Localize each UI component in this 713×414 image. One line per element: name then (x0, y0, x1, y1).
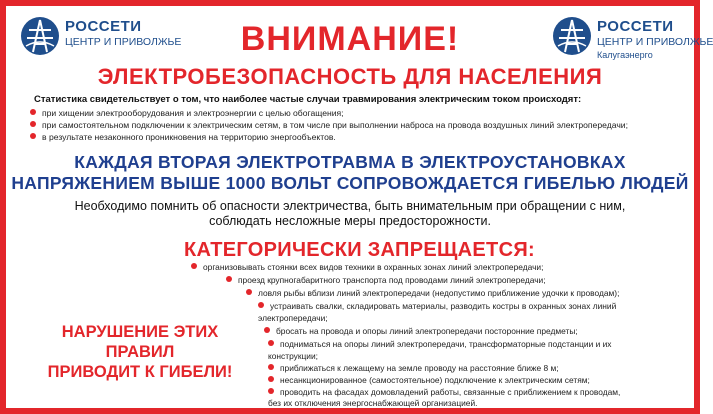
list-item-continuation: без их отключения энергоснабжающей организацией. (268, 398, 478, 408)
list-item: при хищении электрооборудования и электроэнергии с целью обогащения; (30, 107, 680, 119)
warning-line: ПРИВОДИТ К ГИБЕЛИ! (47, 363, 233, 381)
list-item: проводить на фасадах домовладений работы, связанные с приближением к проводам, (268, 387, 620, 398)
logo-name: РОССЕТИ (597, 18, 674, 35)
logo-subtitle: ЦЕНТР И ПРИВОЛЖЬЕ (597, 36, 713, 48)
list-item: несанкционированное (самостоятельное) подключение к электрическим сетям; (268, 375, 590, 386)
list-item: проезд крупногабаритного транспорта под проводами линий электропередачи; (226, 275, 546, 286)
poster-title: ВНИМАНИЕ! (240, 20, 460, 58)
list-item-continuation: электропередачи; (258, 313, 328, 323)
logo-branch: Калугаэнерго (597, 49, 653, 60)
list-item: ловля рыбы вблизи линий электропередачи (недопустимо приближение удочки к проводам); (246, 288, 619, 299)
bullet-icon (268, 364, 274, 370)
list-item-continuation: конструкции; (268, 351, 318, 361)
poster-subtitle: ЭЛЕКТРОБЕЗОПАСНОСТЬ ДЛЯ НАСЕЛЕНИЯ (97, 64, 603, 89)
bullet-icon (258, 302, 264, 308)
remember-line: Необходимо помнить об опасности электричества, быть внимательным при обращении с ним, (74, 199, 626, 213)
list-item: приближаться к лежащему на земле проводу на расстояние ближе 8 м; (268, 363, 559, 374)
list-item: организовывать стоянки всех видов техники в охранных зонах линий электропередачи; (191, 262, 543, 273)
statistics-intro: Статистика свидетельствует о том, что наиболее частые случаи травмирования электрическим током происходят: (34, 94, 582, 105)
warning-line: НАРУШЕНИЕ ЭТИХ ПРАВИЛ (61, 323, 219, 361)
bullet-icon (246, 289, 252, 295)
logo-name: РОССЕТИ (65, 18, 142, 35)
bullet-icon (264, 327, 270, 333)
headline-line: КАЖДАЯ ВТОРАЯ ЭЛЕКТРОТРАВМА В ЭЛЕКТРОУСТАНОВКАХ (74, 152, 626, 172)
bullet-icon (268, 376, 274, 382)
remember-line: соблюдать несложные меры предосторожности. (209, 214, 491, 228)
list-item: подниматься на опоры линий электропередачи, трансформаторные подстанции и их (268, 339, 612, 350)
prohibited-list (6, 6, 694, 408)
list-item: устраивать свалки, складировать материалы, разводить костры в охранных зонах линий (258, 301, 616, 312)
bullet-icon (268, 340, 274, 346)
list-item: при самостоятельном подключении к электрическим сетям, в том числе при выполнении наброса на провода воздушных линий электропередачи; (30, 119, 680, 131)
headline-line: НАПРЯЖЕНИЕМ ВЫШЕ 1000 ВОЛЬТ СОПРОВОЖДАЕТСЯ ГИБЕЛЬЮ ЛЮДЕЙ (11, 173, 689, 193)
list-item: в результате незаконного проникновения на территорию энергообъектов. (30, 131, 680, 143)
list-item: бросать на провода и опоры линий электропередачи посторонние предметы; (264, 326, 578, 337)
prohibited-title: КАТЕГОРИЧЕСКИ ЗАПРЕЩАЕТСЯ: (184, 239, 535, 261)
bullet-icon (268, 388, 274, 394)
bullet-icon (191, 263, 197, 269)
bullet-icon (226, 276, 232, 282)
logo-subtitle: ЦЕНТР И ПРИВОЛЖЬЕ (65, 36, 182, 48)
